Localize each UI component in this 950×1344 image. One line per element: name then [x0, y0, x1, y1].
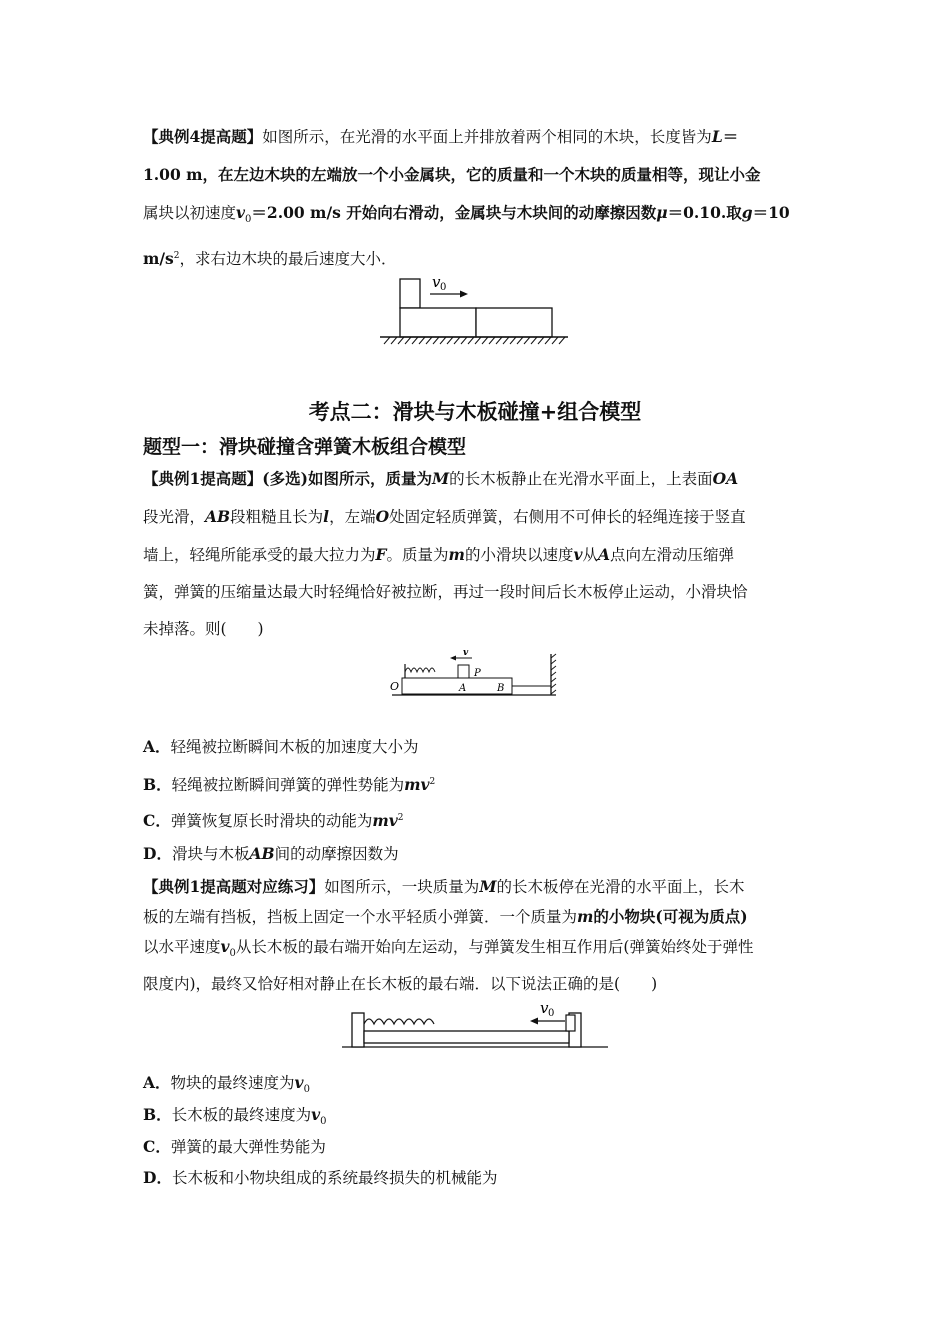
var-v: v	[573, 545, 583, 564]
example1-paragraph	[143, 460, 808, 648]
practice-text-3: 板的左端有挡板，挡板上固定一个水平轻质小弹簧．一个质量为	[143, 908, 578, 926]
example1-text-7: 墙上，轻绳所能承受的最大拉力为	[143, 546, 376, 564]
slider-block	[458, 665, 469, 678]
example4-text-2: 1.00 m，在左边木块的左端放一个小金属块，它的质量和一个木块的质量相等，现让小金	[143, 165, 761, 184]
spring	[405, 668, 435, 672]
var-OA: OA	[712, 469, 739, 488]
spring-board-figure	[388, 648, 560, 700]
left-wood-block	[400, 308, 476, 337]
fig-O-label: O	[390, 680, 400, 693]
velocity-label: v	[432, 273, 441, 291]
var-m: m	[448, 545, 465, 564]
example1-text-5: ，左端	[329, 508, 376, 526]
small-block	[566, 1015, 575, 1031]
practice-option-d: D．长木板和小物块组成的系统最终损失的机械能为	[143, 1168, 498, 1187]
ex1-option-b: B．轻绳被拉断瞬间弹簧的弹性势能为$mv^2$	[143, 775, 436, 795]
example1-text-8: 。质量为	[386, 546, 449, 564]
example4-text-6: ＝10	[752, 203, 790, 222]
metal-block	[400, 279, 420, 308]
practice-text-6: 从长木板的最右端开始向左运动，与弹簧发生相互作用后(弹簧始终处于弹性	[235, 938, 754, 956]
long-board	[364, 1031, 569, 1043]
block-velocity-label-sub: 0	[548, 1008, 555, 1019]
slider-arrow-head	[450, 656, 456, 661]
velocity-arrow-head	[460, 291, 468, 298]
var-M: M	[431, 469, 450, 488]
practice-var-m: m	[577, 907, 594, 926]
practice-text-2: 的长木板停在光滑的水平面上，长木	[496, 878, 745, 896]
example4-text-5: ＝0.10.取	[667, 203, 742, 222]
example1-text-2: 的长木板静止在光滑水平面上，上表面	[449, 470, 713, 488]
var-v0: v	[236, 203, 246, 222]
example1-text-4: 段粗糙且长为	[230, 508, 324, 526]
example4-eq: ＝	[722, 127, 739, 146]
var-F: F	[375, 545, 387, 564]
fig-P-label: P	[474, 668, 481, 679]
example1-text-6: 处固定轻质弹簧，右侧用不可伸长的轻绳连接于竖直	[389, 508, 746, 526]
block-velocity-label: v	[540, 1000, 549, 1017]
example1-text-9: 的小滑块以速度	[464, 546, 574, 564]
example4-tag: 【典例4提高题】	[143, 127, 263, 146]
block-velocity-arrow-head	[530, 1018, 538, 1025]
example4-text-3: 属块以初速度	[143, 204, 237, 222]
ex1-option-a: A．轻绳被拉断瞬间木板的加速度大小为	[143, 737, 419, 756]
left-baffle	[352, 1013, 364, 1047]
example1-text-10: 从	[582, 546, 598, 564]
wall-hatch	[551, 654, 556, 694]
example1-text-11: 点向左滑动压缩弹	[610, 546, 735, 564]
example4-unit-sup: 2	[173, 251, 180, 262]
example4-text-1: 如图所示，在光滑的水平面上并排放着两个相同的木块，长度皆为	[262, 128, 712, 146]
example4-paragraph	[143, 118, 808, 278]
var-L: L	[711, 127, 723, 146]
fig-B-label: B	[497, 683, 505, 694]
practice-text-5: 以水平速度	[143, 938, 221, 956]
right-wood-block	[476, 308, 552, 337]
example4-text-7: ，求右边木块的最后速度大小．	[179, 250, 397, 269]
var-O: O	[375, 507, 390, 526]
example1-tag: 【典例1提高题】	[143, 469, 263, 488]
var-v0-sub: 0	[245, 214, 252, 226]
two-blocks-figure	[376, 270, 576, 350]
example1-text-3: 段光滑，	[143, 508, 206, 526]
example4-unit: m/s	[143, 249, 174, 269]
practice-option-b: B．长木板的最终速度为$v_0$	[143, 1105, 327, 1128]
example1-text-12: 簧，弹簧的压缩量达最大时轻绳恰好被拉断，再过一段时间后长木板停止运动，小滑块恰	[143, 583, 748, 601]
velocity-label-sub: 0	[440, 282, 447, 293]
long-board	[402, 678, 512, 694]
practice-var-M: M	[479, 877, 497, 896]
practice-paragraph	[143, 872, 808, 999]
example1-text-13: 未掉落。则( )	[143, 620, 264, 638]
practice-var-v0: v	[220, 937, 230, 956]
var-mu: μ	[656, 203, 668, 222]
practice-option-c: C．弹簧的最大弹性势能为	[143, 1137, 326, 1156]
ex1-option-c: C．弹簧恢复原长时滑块的动能为$mv^2$	[143, 811, 404, 831]
practice-var-v0-sub: 0	[229, 948, 236, 960]
board-spring-figure	[340, 1000, 612, 1054]
section-title: 考点二：滑块与木板碰撞+组合模型	[308, 400, 642, 424]
subsection-title: 题型一：滑块碰撞含弹簧木板组合模型	[143, 436, 467, 458]
ground-hatch	[384, 337, 565, 344]
practice-text-7: 限度内)，最终又恰好相对静止在长木板的最右端．以下说法正确的是( )	[143, 975, 658, 994]
practice-tag: 【典例1提高题对应练习】	[143, 877, 325, 896]
ex1-option-d: D．滑块与木板AB间的动摩擦因数为	[143, 844, 399, 863]
practice-text-1: 如图所示，一块质量为	[324, 878, 480, 896]
practice-text-4: 的小物块(可视为质点)	[593, 907, 748, 926]
example4-text-4: ＝2.00 m/s 开始向右滑动，金属块与木块间的动摩擦因数	[251, 203, 657, 222]
var-g: g	[741, 203, 753, 222]
fig-v-label: v	[463, 648, 469, 658]
var-l: l	[323, 507, 330, 526]
var-A: A	[598, 545, 611, 564]
var-AB: AB	[205, 507, 231, 526]
fig-A-label: A	[459, 683, 467, 694]
example1-text-1: (多选)如图所示，质量为	[262, 469, 432, 488]
practice-option-a: A．物块的最终速度为$v_0$	[143, 1073, 310, 1096]
spring	[364, 1019, 434, 1024]
